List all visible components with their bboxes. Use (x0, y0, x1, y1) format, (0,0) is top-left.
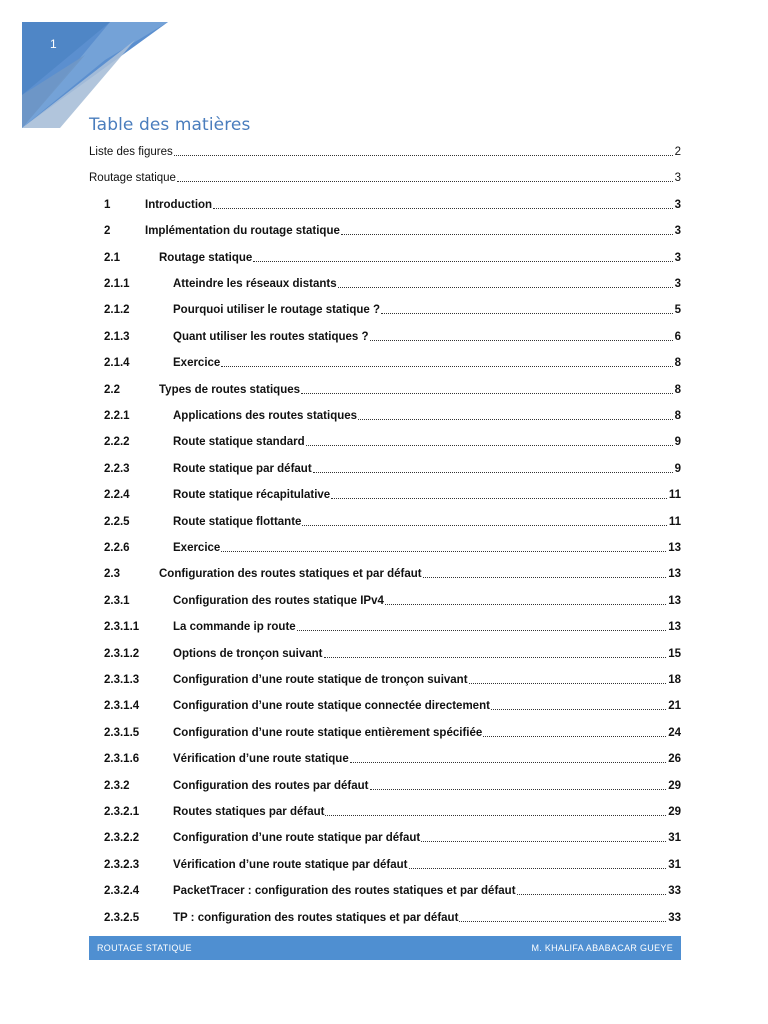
toc-entry-number: 2.3.1 (104, 594, 130, 607)
toc-entry-page: 3 (674, 251, 681, 264)
toc-entry-number: 2.3.1.4 (104, 700, 140, 713)
toc-entry-page: 33 (668, 911, 681, 924)
dot-leader (517, 893, 667, 895)
toc-entry-page: 6 (674, 330, 681, 343)
toc-entry[interactable] (104, 722, 681, 740)
toc-entry-page: 11 (668, 489, 681, 502)
toc-entry-label: Configuration d’une route statique de tronçon suivant (173, 674, 468, 686)
toc-entry[interactable] (104, 484, 681, 502)
toc-entry-label: Types de routes statiques (159, 383, 301, 396)
toc-entry-number: 2.2.2 (104, 436, 130, 449)
toc-entry-page: 13 (668, 568, 681, 581)
toc-entry-page: 31 (668, 858, 681, 871)
dot-leader (213, 207, 673, 209)
toc-entry-label: Pourquoi utiliser le routage statique ? (173, 304, 381, 317)
toc-entry-label: Options de tronçon suivant (173, 647, 323, 660)
toc-entry[interactable] (104, 801, 681, 819)
dot-leader (469, 682, 667, 684)
toc-entry-page: 18 (668, 674, 681, 686)
toc-entry-number: 2.3.2.1 (104, 806, 140, 818)
toc-entry-number: 2.3.2.5 (104, 911, 140, 924)
toc-entry-page: 31 (668, 832, 681, 845)
page-number: 1 (50, 37, 57, 51)
footer-right-text: M. KHALIFA ABABACAR GUEYE (531, 943, 673, 953)
toc-entry-page: 26 (668, 753, 681, 766)
toc-entry-page: 11 (668, 515, 681, 528)
toc-entry[interactable] (89, 141, 681, 159)
toc-entry-label: Route statique par défaut (173, 462, 312, 475)
dot-leader (174, 154, 673, 156)
toc-entry[interactable] (104, 590, 681, 608)
toc-entry-number: 2.1 (104, 251, 120, 264)
toc-entry-page: 3 (674, 225, 681, 238)
toc-entry-label: Configuration d’une route statique connectée directement (173, 700, 490, 713)
dot-leader (325, 814, 666, 816)
dot-leader (177, 180, 673, 182)
toc-entry-number: 2.3.1.6 (104, 753, 140, 766)
toc-entry-label: Atteindre les réseaux distants (173, 278, 337, 290)
toc-entry-number: 2.1.1 (104, 278, 130, 290)
dot-leader (324, 656, 667, 658)
toc-entry-page: 8 (674, 383, 681, 396)
toc-entry[interactable] (104, 563, 681, 581)
toc-entry-label: Exercice (173, 357, 221, 370)
toc-entry-page: 29 (668, 779, 681, 792)
dot-leader (341, 233, 673, 235)
footer-left-text: ROUTAGE STATIQUE (97, 943, 192, 953)
dot-leader (297, 629, 667, 631)
toc-entry-label: Applications des routes statiques (173, 410, 358, 422)
toc-entry-label: Exercice (173, 542, 221, 554)
toc-entry-label: Configuration des routes statique IPv4 (173, 594, 384, 607)
toc-entry-label: Route statique récapitulative (173, 489, 331, 502)
dot-leader (459, 920, 666, 922)
toc-entry[interactable] (104, 273, 681, 291)
toc-entry-label: Routes statiques par défaut (173, 806, 325, 818)
toc-entry[interactable] (104, 695, 681, 713)
toc-entry-page: 9 (674, 436, 681, 449)
toc-entry-number: 2.2.1 (104, 410, 130, 422)
toc-entry[interactable] (104, 458, 681, 476)
toc-title: Table des matières (89, 115, 251, 135)
dot-leader (350, 761, 666, 763)
toc-entry-page: 8 (674, 410, 681, 422)
toc-entry-page: 8 (674, 357, 681, 370)
dot-leader (221, 550, 666, 552)
toc-entry-label: Vérification d’une route statique (173, 753, 349, 766)
toc-entry-page: 3 (674, 172, 681, 185)
toc-entry-page: 15 (668, 647, 681, 660)
toc-entry-number: 2.3.2.3 (104, 858, 140, 871)
toc-entry[interactable] (104, 326, 681, 344)
toc-entry-label: TP : configuration des routes statiques et par défaut (173, 911, 459, 924)
dot-leader (385, 603, 666, 605)
toc-entry[interactable] (104, 907, 681, 925)
toc-entry-number: 2 (104, 225, 111, 238)
toc-entry[interactable] (104, 220, 681, 238)
toc-entry-page: 3 (674, 278, 681, 290)
toc-entry[interactable] (104, 643, 681, 661)
toc-entry-label: Implémentation du routage statique (145, 225, 340, 238)
toc-entry-number: 2.1.3 (104, 330, 130, 343)
toc-entry-page: 5 (674, 304, 681, 317)
toc-entry[interactable] (104, 379, 681, 397)
dot-leader (313, 471, 673, 473)
toc-entry[interactable] (104, 352, 681, 370)
dot-leader (421, 840, 666, 842)
toc-entry[interactable] (104, 775, 681, 793)
toc-entry-page: 2 (674, 146, 681, 158)
toc-entry-page: 9 (674, 462, 681, 475)
toc-entry-label: Routage statique (159, 251, 253, 264)
toc-entry-label: Route statique flottante (173, 515, 302, 528)
toc-entry-page: 13 (668, 542, 681, 554)
toc-entry-label: Configuration d’une route statique par défaut (173, 832, 421, 845)
toc-entry-number: 2.3.2.4 (104, 885, 140, 898)
toc-entry-number: 2.1.2 (104, 304, 130, 317)
dot-leader (423, 576, 667, 578)
dot-leader (358, 418, 673, 420)
toc-entry[interactable] (104, 669, 681, 687)
toc-entry-label: La commande ip route (173, 621, 296, 634)
dot-leader (483, 735, 666, 737)
toc-entry-number: 2.3 (104, 568, 120, 581)
toc-entry-label: Routage statique (89, 172, 176, 185)
toc-entry[interactable] (104, 880, 681, 898)
toc-entry-label: PacketTracer : configuration des routes statiques et par défaut (173, 885, 516, 898)
toc-entry[interactable] (89, 167, 681, 185)
toc-entry-number: 1 (104, 198, 111, 211)
toc-entry-number: 2.2.3 (104, 462, 130, 475)
toc-entry-number: 2.3.1.3 (104, 674, 140, 686)
dot-leader (301, 392, 673, 394)
toc-entry-number: 2.3.1.5 (104, 726, 140, 739)
toc-entry-label: Configuration des routes statiques et par défaut (159, 568, 422, 581)
dot-leader (331, 497, 667, 499)
toc-entry-number: 2.1.4 (104, 357, 130, 370)
toc-entry[interactable] (104, 616, 681, 634)
toc-entry[interactable] (104, 748, 681, 766)
toc-entry-page: 3 (674, 198, 681, 211)
toc-entry-number: 2.2 (104, 383, 120, 396)
toc-entry-number: 2.3.2.2 (104, 832, 140, 845)
toc-entry-number: 2.3.1.1 (104, 621, 140, 634)
dot-leader (306, 444, 673, 446)
toc-entry-number: 2.2.5 (104, 515, 130, 528)
dot-leader (409, 867, 667, 869)
toc-entry-page: 33 (668, 885, 681, 898)
dot-leader (491, 708, 666, 710)
toc-entry-page: 13 (668, 621, 681, 634)
dot-leader (221, 365, 672, 367)
toc-entry-label: Vérification d’une route statique par défaut (173, 858, 408, 871)
toc-entry-label: Configuration des routes par défaut (173, 779, 369, 792)
toc-entry[interactable] (104, 511, 681, 529)
toc-entry[interactable] (104, 405, 681, 423)
page-footer (89, 936, 681, 960)
toc-entry[interactable] (104, 537, 681, 555)
toc-entry-number: 2.3.2 (104, 779, 130, 792)
toc-entry[interactable] (104, 247, 681, 265)
toc-entry-page: 21 (668, 700, 681, 713)
toc-entry[interactable] (104, 299, 681, 317)
dot-leader (253, 260, 672, 262)
toc-entry-label: Liste des figures (89, 146, 173, 158)
toc-entry[interactable] (104, 431, 681, 449)
toc-entry-page: 13 (668, 594, 681, 607)
toc-entry-label: Configuration d’une route statique entièrement spécifiée (173, 726, 483, 739)
toc-entry-label: Route statique standard (173, 436, 305, 449)
dot-leader (370, 788, 667, 790)
dot-leader (338, 286, 673, 288)
toc-entry-page: 29 (668, 806, 681, 818)
toc-entry-label: Introduction (145, 198, 213, 211)
dot-leader (370, 339, 673, 341)
toc-entry-number: 2.2.6 (104, 542, 130, 554)
toc-entry[interactable] (104, 827, 681, 845)
toc-entry[interactable] (104, 854, 681, 872)
toc-entry-number: 2.2.4 (104, 489, 130, 502)
toc-entry-number: 2.3.1.2 (104, 647, 140, 660)
dot-leader (302, 524, 666, 526)
dot-leader (381, 312, 673, 314)
toc-entry-page: 24 (668, 726, 681, 739)
toc-entry-label: Quant utiliser les routes statiques ? (173, 330, 369, 343)
toc-entry[interactable] (104, 194, 681, 212)
